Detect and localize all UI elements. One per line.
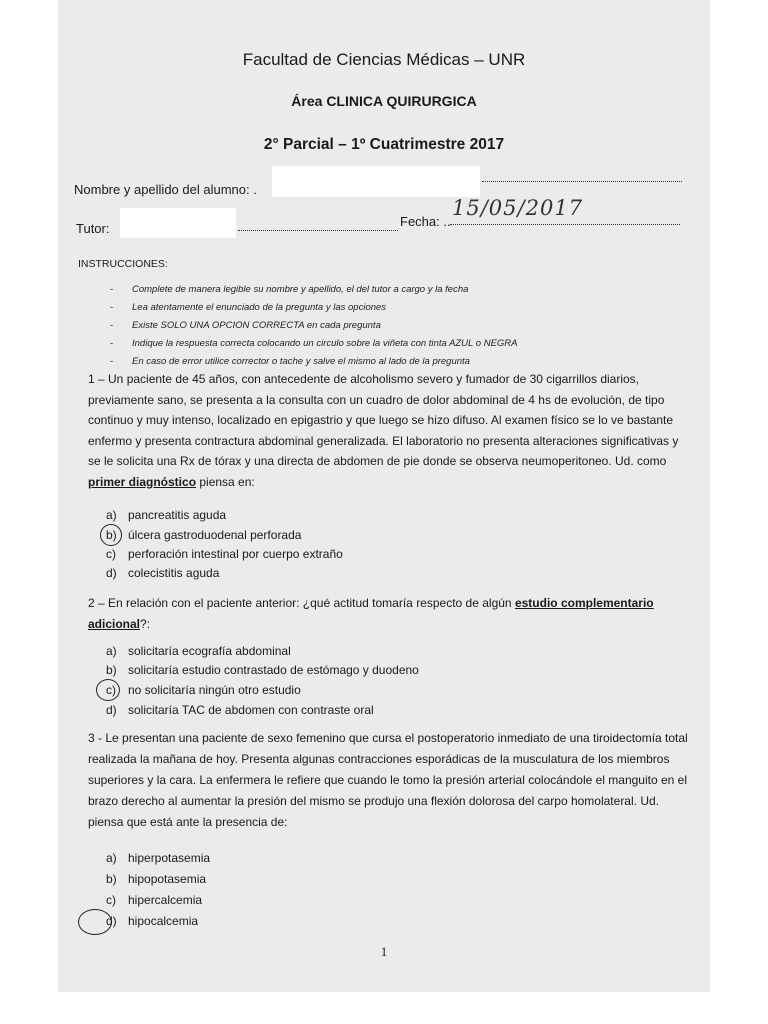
tutor-dots <box>238 229 398 231</box>
student-name-label: Nombre y apellido del alumno: . <box>74 182 257 197</box>
option-1b: b) úlcera gastroduodenal perforada <box>106 528 302 542</box>
question-2-emphasis: estudio complementario adicional <box>88 596 654 631</box>
instructions-heading: INSTRUCCIONES: <box>78 258 168 270</box>
question-1-text: 1 – Un paciente de 45 años, con antecedente de alcoholismo severo y fumador de 30 cigarrillos diarios, previamente sano, se presenta a la consulta con un cuadro de dolor abdominal de 4 hs de evolución, de tipo continuo y muy intenso, localizado en epigastrio y que luego se hizo difuso. Al examen físico se lo ve bastante enfermo y presenta contractura abdominal generalizada. El laboratorio no presenta alteraciones significativas y se le solicita una Rx de tórax y una directa de abdomen de pie donde se observa neumoperitoneo. Ud. como primer diagnóstico piensa en: <box>88 372 679 489</box>
option-3b: b) hipopotasemia <box>106 872 207 886</box>
tutor-label: Tutor: <box>76 221 110 236</box>
area-title: Área CLINICA QUIRURGICA <box>291 93 477 109</box>
page-number: 1 <box>380 944 388 959</box>
option-3c: c) hipercalcemia <box>106 893 203 907</box>
answer-circle-2 <box>96 679 120 701</box>
option-1d: d) colecistitis aguda <box>106 566 220 580</box>
option-2b: b) solicitaría estudio contrastado de estómago y duodeno <box>106 663 419 677</box>
exam-page <box>58 0 710 992</box>
date-label: Fecha: .. <box>400 214 451 229</box>
faculty-title: Facultad de Ciencias Médicas – UNR <box>242 50 526 69</box>
exam-title: 2° Parcial – 1º Cuatrimestre 2017 <box>263 136 505 153</box>
option-2c: c) no solicitaría ningún otro estudio <box>106 683 301 697</box>
instruction-item: - Existe SOLO UNA OPCION CORRECTA en cada pregunta <box>110 320 381 331</box>
question-1-emphasis: primer diagnóstico <box>88 474 197 489</box>
option-3d: d) hipocalcemia <box>106 914 199 928</box>
redacted-tutor-name <box>120 208 236 238</box>
instruction-item: - Lea atentamente el enunciado de la pregunta y las opciones <box>110 302 387 313</box>
answer-circle-3 <box>78 909 112 935</box>
instruction-item: - Indique la respuesta correcta colocando un circulo sobre la viñeta con tinta AZUL o NEGRA <box>110 338 518 349</box>
option-2a: a) solicitaría ecografía abdominal <box>106 644 291 658</box>
instruction-item: - Complete de manera legible su nombre y apellido, el del tutor a cargo y la fecha <box>110 284 469 295</box>
question-3-text: 3 - Le presentan una paciente de sexo femenino que cursa el postoperatorio inmediato de una tiroidectomía total realizada la mañana de hoy. Presenta algunas contracciones esporádicas de la musculatura de los miembros superiores y la cara. La enfermera le refiere que cuando le tomo la presión arterial colocándole el manguito en el brazo derecho al aumentar la presión del mismo se produjo una flexión dolorosa del carpo homolateral. Ud. piensa que está ante la presencia de: <box>88 731 688 829</box>
answer-circle-1 <box>100 524 122 546</box>
option-1c: c) perforación intestinal por cuerpo extraño <box>106 547 343 561</box>
handwritten-date: 15/05/2017 <box>452 196 584 220</box>
option-1a: a) pancreatitis aguda <box>106 508 227 522</box>
redacted-student-name <box>272 166 480 197</box>
instruction-item: - En caso de error utilice corrector o tache y salve el mismo al lado de la pregunta <box>110 356 470 367</box>
question-2-text: 2 – En relación con el paciente anterior: ¿qué actitud tomaría respecto de algún estudio complementario adicional?: <box>88 596 654 631</box>
student-name-dots <box>482 180 682 182</box>
option-3a: a) hiperpotasemia <box>106 851 211 865</box>
date-dots <box>450 223 680 225</box>
option-2d: d) solicitaría TAC de abdomen con contraste oral <box>106 703 374 717</box>
